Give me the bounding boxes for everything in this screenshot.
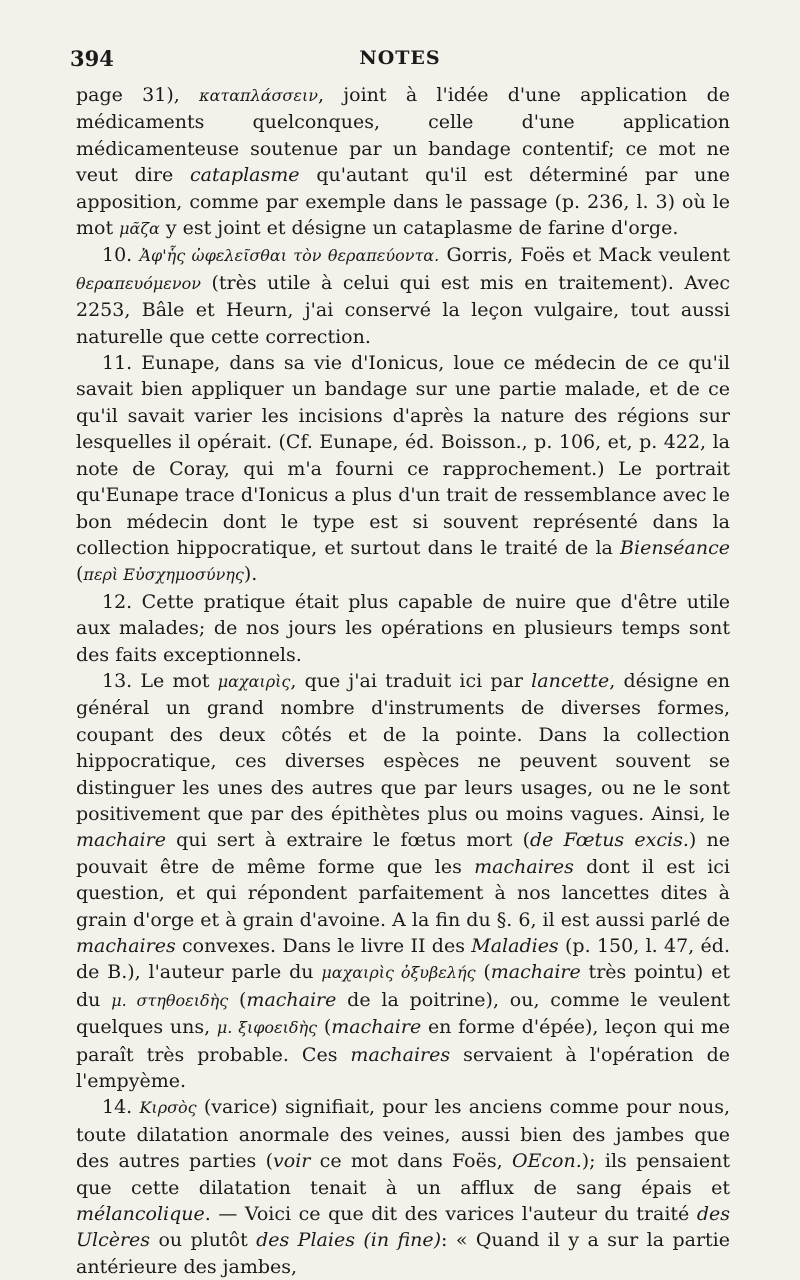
text-run: ou plutôt bbox=[150, 1229, 257, 1252]
notes-body bbox=[76, 82, 730, 1280]
text-run: servaient à l'opération de l'empyème. bbox=[76, 1043, 731, 1093]
italic-term: machaire bbox=[76, 829, 166, 852]
italic-term: des Plaies (in fine) bbox=[256, 1229, 442, 1252]
text-run: 10. bbox=[102, 244, 140, 267]
text-run: , joint à l'idée d'une application de médicaments quelconques, celle d'une application médicamenteuse soutenue par un bandage contentif; ce mot ne veut dire bbox=[76, 84, 730, 187]
italic-term: Maladies bbox=[471, 935, 559, 957]
text-run: ( bbox=[475, 961, 491, 984]
text-run: convexes. Dans le livre II des bbox=[175, 935, 472, 957]
text-run: ( bbox=[228, 988, 247, 1011]
note-paragraph bbox=[76, 589, 730, 668]
text-run: 13. Le mot bbox=[102, 669, 218, 692]
greek-term: περὶ Εὐσχημοσύνης bbox=[83, 565, 244, 585]
page-header bbox=[0, 46, 800, 76]
text-run: , désigne en général un grand nombre d'instruments de diverses formes, coupant des deux côtés et de la pointe. Dans la collection hippocratique, ces diverses espèces ne peuvent souvent se distinguer les unes des autres que par leurs usages, ou ne le sont positivement que par des épithètes plus ou moins vagues. Ainsi, le bbox=[76, 669, 730, 825]
text-run: (p. 150, l. 47, éd. de B.), l'auteur parle du bbox=[76, 935, 730, 984]
greek-term: θεραπευόμενον bbox=[76, 273, 201, 293]
text-run: , que j'ai traduit ici par bbox=[290, 669, 532, 692]
italic-term: machaire bbox=[490, 961, 581, 984]
italic-term: mélancolique bbox=[76, 1203, 205, 1226]
continued-paragraph bbox=[76, 82, 730, 242]
text-run: 12. Cette pratique était plus capable de nuire que d'être utile aux malades; de nos jours les opérations en plusieurs temps sont des faits exceptionnels. bbox=[76, 590, 730, 666]
greek-term: μ. ξιφοειδὴς bbox=[216, 1018, 318, 1038]
note-paragraph bbox=[76, 350, 730, 589]
text-run: ) ne pouvait être de même forme que les bbox=[76, 829, 730, 878]
italic-term: machaires bbox=[350, 1043, 451, 1066]
italic-term: cataplasme bbox=[190, 164, 300, 187]
italic-term: machaire bbox=[246, 988, 337, 1011]
text-run: page 31), bbox=[76, 84, 200, 106]
note-paragraph bbox=[76, 242, 730, 350]
italic-term: voir bbox=[273, 1150, 311, 1173]
text-run: : « Quand il y a sur la partie antérieure des jambes, bbox=[76, 1229, 730, 1278]
greek-term: μαχαιρὶς bbox=[217, 671, 291, 691]
italic-term: machaire bbox=[331, 1016, 422, 1039]
note-paragraph bbox=[76, 668, 730, 1095]
text-run: ). bbox=[243, 563, 258, 586]
text-run: qui sert à extraire le fœtus mort ( bbox=[165, 829, 530, 852]
italic-term: machaires bbox=[76, 935, 176, 957]
italic-term: OEcon. bbox=[511, 1150, 582, 1173]
text-run: (très utile à celui qui est mis en traitement). Avec 2253, Bâle et Heurn, j'ai conservé la leçon vulgaire, tout aussi naturelle que cette correction. bbox=[76, 271, 730, 348]
greek-term: μαχαιρὶς ὀξυβελής bbox=[321, 963, 476, 983]
note-paragraph bbox=[76, 1094, 730, 1280]
text-run: en forme d'épée), leçon qui me paraît très probable. Ces bbox=[76, 1016, 731, 1066]
greek-term: καταπλάσσειν bbox=[199, 86, 318, 105]
text-run: Gorris, Foës et Mack veulent bbox=[439, 244, 731, 267]
text-run: dont il est ici question, et qui répondent parfaitement à nos lancettes dites à grain d'orge et à grain d'avoine. A la fin du §. 6, il est aussi parlé de bbox=[76, 855, 730, 931]
greek-term: Ἀφ'ἧς ὠφελεῖσθαι τὸν θεραπεύοντα. bbox=[139, 246, 440, 266]
text-run: 14. bbox=[102, 1096, 140, 1119]
greek-term: μᾶζα bbox=[119, 219, 160, 239]
italic-term: des Ulcères bbox=[76, 1203, 730, 1252]
text-run: qu'autant qu'il est déterminé par une apposition, comme par exemple dans le passage (p. 236, l. 3) où le mot bbox=[76, 164, 730, 240]
greek-term: Κιρσὸς bbox=[139, 1098, 197, 1118]
italic-term: de Fœtus excis. bbox=[530, 829, 689, 852]
text-run: y est joint et désigne un cataplasme de farine d'orge. bbox=[159, 217, 679, 240]
text-run: ( bbox=[317, 1016, 332, 1039]
italic-term: Bienséance bbox=[620, 536, 730, 559]
greek-term: μ. στηθοειδὴς bbox=[111, 990, 229, 1010]
page-number: 394 bbox=[70, 46, 114, 71]
text-run: . — Voici ce que dit des varices l'auteur du traité bbox=[204, 1203, 697, 1226]
text-run: de la poitrine), ou, comme le veulent quelques uns, bbox=[76, 988, 730, 1039]
italic-term: machaires bbox=[474, 855, 574, 878]
text-run: 11. Eunape, dans sa vie d'Ionicus, loue ce médecin de ce qu'il savait bien appliquer un bandage sur une partie malade, et de ce qu'il savait varier les incisions d'après la nature des régions sur lesquelles il opérait. (Cf. Eunape, éd. Boisson., p. 106, et, p. 422, la note de Coray, qui m'a fourni ce rapprochement.) Le portrait qu'Eunape trace d'Ionicus a plus d'un trait de ressemblance avec le bon médecin dont le type est si souvent représenté dans la collection hippocratique, et surtout dans le traité de la bbox=[76, 352, 730, 559]
text-run: ( bbox=[76, 563, 84, 586]
text-run: ce mot dans Foës, bbox=[310, 1150, 512, 1173]
running-head: NOTES bbox=[359, 47, 441, 69]
text-run: (varice) signifiait, pour les anciens comme pour nous, toute dilatation anormale des veines, aussi bien des jambes que des autres parties ( bbox=[76, 1096, 730, 1173]
italic-term: lancette bbox=[531, 669, 610, 692]
text-run: ); ils pensaient que cette dilatation tenait à un afflux de sang épais et bbox=[76, 1150, 730, 1199]
text-run: très pointu) et du bbox=[76, 961, 730, 1011]
